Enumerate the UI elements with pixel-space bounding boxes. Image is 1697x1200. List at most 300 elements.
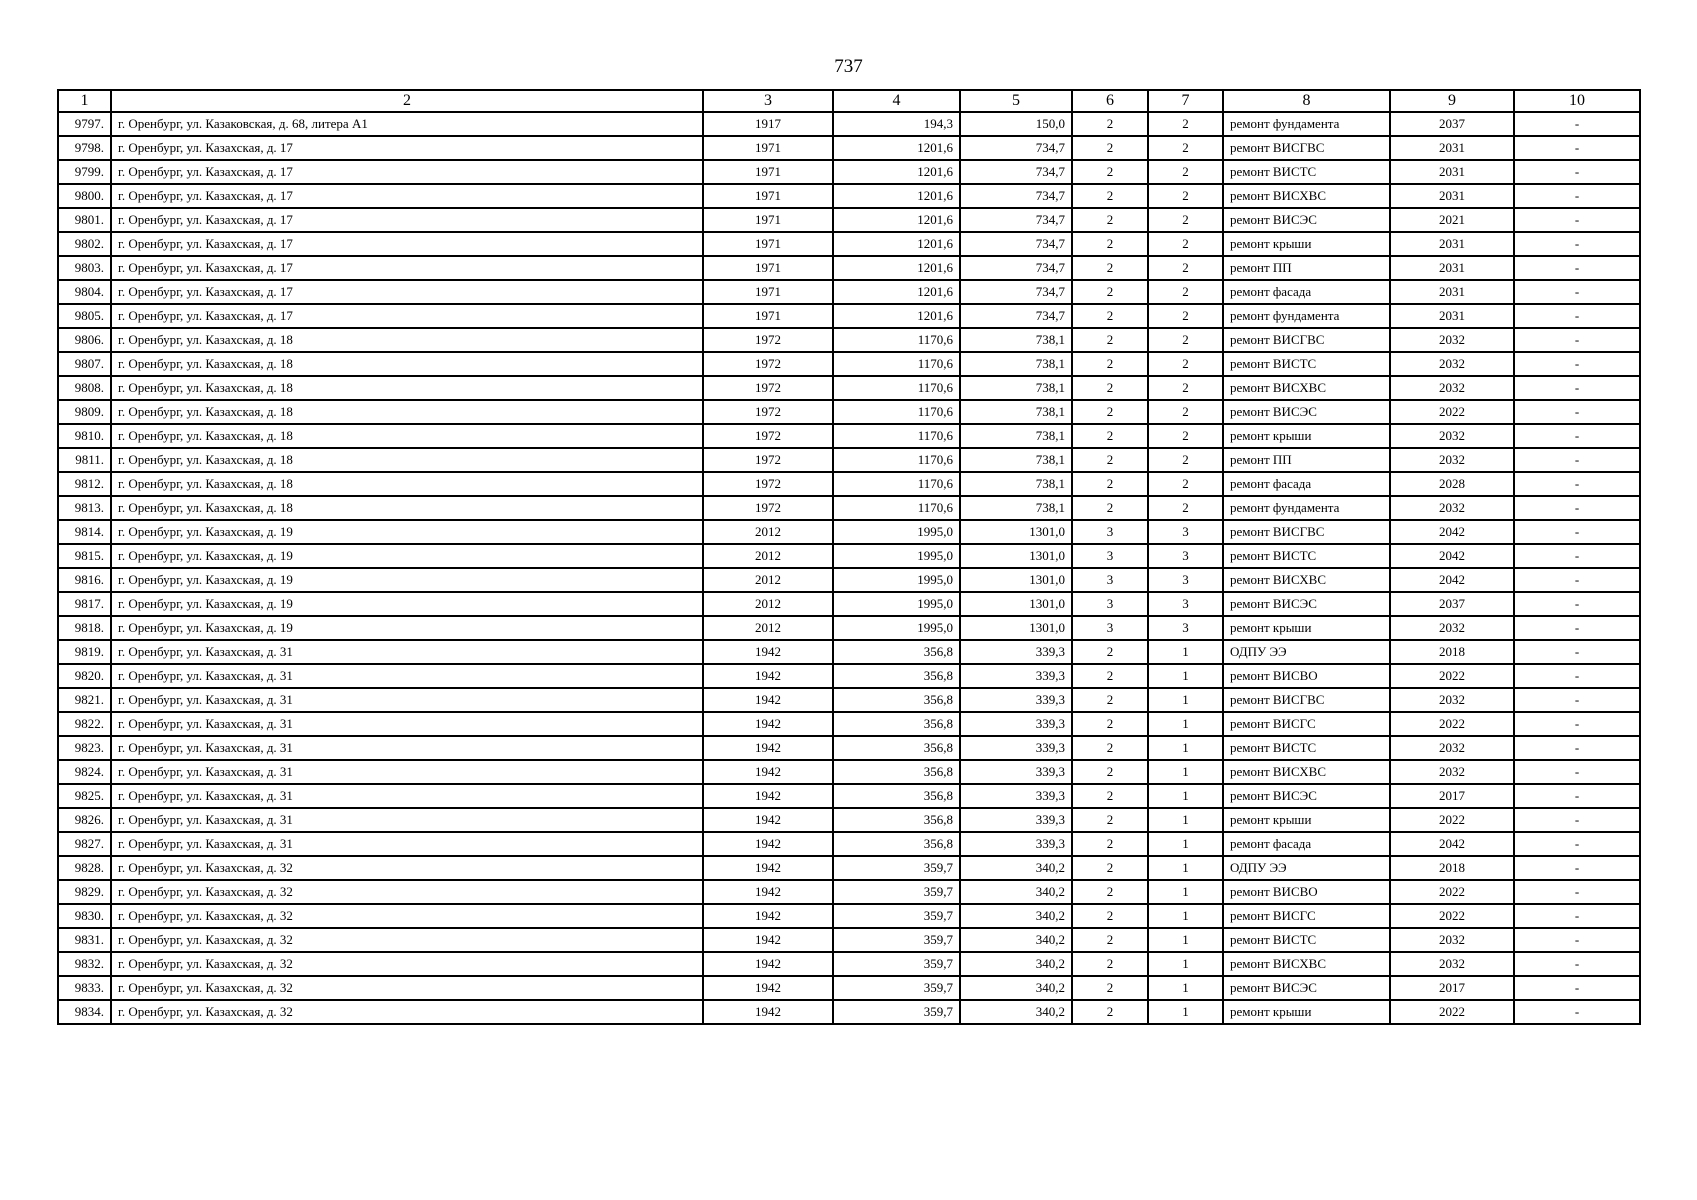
repair-type-cell: ремонт ВИСХВС bbox=[1223, 568, 1390, 592]
note-cell: - bbox=[1514, 376, 1640, 400]
row-number-cell: 9816. bbox=[58, 568, 111, 592]
living-area-cell: 340,2 bbox=[960, 856, 1072, 880]
row-number-cell: 9827. bbox=[58, 832, 111, 856]
year-built-cell: 1942 bbox=[703, 760, 833, 784]
repair-type-cell: ремонт ВИСЭС bbox=[1223, 976, 1390, 1000]
year-built-cell: 2012 bbox=[703, 568, 833, 592]
repair-type-cell: ремонт ВИСТС bbox=[1223, 544, 1390, 568]
planned-year-cell: 2032 bbox=[1390, 616, 1514, 640]
living-area-cell: 340,2 bbox=[960, 952, 1072, 976]
table-row bbox=[58, 544, 1640, 568]
row-number-cell: 9809. bbox=[58, 400, 111, 424]
floors-cell: 2 bbox=[1072, 856, 1148, 880]
year-built-cell: 1972 bbox=[703, 352, 833, 376]
total-area-cell: 1170,6 bbox=[833, 472, 960, 496]
note-cell: - bbox=[1514, 856, 1640, 880]
address-cell: г. Оренбург, ул. Казахская, д. 19 bbox=[111, 568, 703, 592]
entrances-cell: 2 bbox=[1148, 184, 1223, 208]
entrances-cell: 1 bbox=[1148, 784, 1223, 808]
year-built-cell: 1942 bbox=[703, 904, 833, 928]
column-header-row bbox=[58, 90, 1640, 112]
floors-cell: 3 bbox=[1072, 520, 1148, 544]
planned-year-cell: 2018 bbox=[1390, 640, 1514, 664]
address-cell: г. Оренбург, ул. Казахская, д. 31 bbox=[111, 784, 703, 808]
planned-year-cell: 2031 bbox=[1390, 232, 1514, 256]
address-cell: г. Оренбург, ул. Казахская, д. 18 bbox=[111, 328, 703, 352]
planned-year-cell: 2037 bbox=[1390, 112, 1514, 136]
floors-cell: 2 bbox=[1072, 304, 1148, 328]
year-built-cell: 1971 bbox=[703, 304, 833, 328]
address-cell: г. Оренбург, ул. Казахская, д. 31 bbox=[111, 712, 703, 736]
floors-cell: 2 bbox=[1072, 232, 1148, 256]
row-number-cell: 9830. bbox=[58, 904, 111, 928]
floors-cell: 2 bbox=[1072, 640, 1148, 664]
entrances-cell: 1 bbox=[1148, 976, 1223, 1000]
address-cell: г. Оренбург, ул. Казахская, д. 32 bbox=[111, 928, 703, 952]
address-cell: г. Оренбург, ул. Казахская, д. 19 bbox=[111, 616, 703, 640]
floors-cell: 2 bbox=[1072, 376, 1148, 400]
living-area-cell: 339,3 bbox=[960, 640, 1072, 664]
planned-year-cell: 2022 bbox=[1390, 880, 1514, 904]
total-area-cell: 1995,0 bbox=[833, 592, 960, 616]
table-row bbox=[58, 112, 1640, 136]
year-built-cell: 1972 bbox=[703, 376, 833, 400]
planned-year-cell: 2021 bbox=[1390, 208, 1514, 232]
entrances-cell: 2 bbox=[1148, 232, 1223, 256]
living-area-cell: 738,1 bbox=[960, 472, 1072, 496]
floors-cell: 2 bbox=[1072, 328, 1148, 352]
living-area-cell: 738,1 bbox=[960, 376, 1072, 400]
floors-cell: 2 bbox=[1072, 904, 1148, 928]
address-cell: г. Оренбург, ул. Казахская, д. 32 bbox=[111, 880, 703, 904]
table-row bbox=[58, 568, 1640, 592]
column-header: 9 bbox=[1390, 90, 1514, 112]
table-row bbox=[58, 856, 1640, 880]
living-area-cell: 150,0 bbox=[960, 112, 1072, 136]
housing-repair-table bbox=[57, 89, 1641, 1025]
note-cell: - bbox=[1514, 784, 1640, 808]
repair-type-cell: ремонт крыши bbox=[1223, 808, 1390, 832]
year-built-cell: 1942 bbox=[703, 928, 833, 952]
planned-year-cell: 2022 bbox=[1390, 1000, 1514, 1024]
entrances-cell: 1 bbox=[1148, 808, 1223, 832]
note-cell: - bbox=[1514, 136, 1640, 160]
living-area-cell: 734,7 bbox=[960, 184, 1072, 208]
row-number-cell: 9834. bbox=[58, 1000, 111, 1024]
row-number-cell: 9798. bbox=[58, 136, 111, 160]
entrances-cell: 3 bbox=[1148, 592, 1223, 616]
address-cell: г. Оренбург, ул. Казахская, д. 31 bbox=[111, 808, 703, 832]
address-cell: г. Оренбург, ул. Казахская, д. 17 bbox=[111, 208, 703, 232]
year-built-cell: 1942 bbox=[703, 1000, 833, 1024]
total-area-cell: 1995,0 bbox=[833, 520, 960, 544]
total-area-cell: 356,8 bbox=[833, 712, 960, 736]
living-area-cell: 738,1 bbox=[960, 448, 1072, 472]
table-row bbox=[58, 880, 1640, 904]
address-cell: г. Оренбург, ул. Казахская, д. 17 bbox=[111, 160, 703, 184]
total-area-cell: 356,8 bbox=[833, 784, 960, 808]
entrances-cell: 1 bbox=[1148, 952, 1223, 976]
year-built-cell: 1942 bbox=[703, 784, 833, 808]
total-area-cell: 359,7 bbox=[833, 952, 960, 976]
repair-type-cell: ремонт ВИСВО bbox=[1223, 880, 1390, 904]
planned-year-cell: 2032 bbox=[1390, 928, 1514, 952]
living-area-cell: 339,3 bbox=[960, 784, 1072, 808]
table-row bbox=[58, 760, 1640, 784]
row-number-cell: 9831. bbox=[58, 928, 111, 952]
table-row bbox=[58, 1000, 1640, 1024]
address-cell: г. Оренбург, ул. Казахская, д. 31 bbox=[111, 760, 703, 784]
floors-cell: 2 bbox=[1072, 208, 1148, 232]
planned-year-cell: 2032 bbox=[1390, 760, 1514, 784]
note-cell: - bbox=[1514, 328, 1640, 352]
note-cell: - bbox=[1514, 736, 1640, 760]
living-area-cell: 738,1 bbox=[960, 400, 1072, 424]
table-row bbox=[58, 352, 1640, 376]
row-number-cell: 9812. bbox=[58, 472, 111, 496]
repair-type-cell: ремонт ВИСГВС bbox=[1223, 136, 1390, 160]
repair-type-cell: ремонт крыши bbox=[1223, 424, 1390, 448]
floors-cell: 2 bbox=[1072, 280, 1148, 304]
planned-year-cell: 2022 bbox=[1390, 712, 1514, 736]
planned-year-cell: 2042 bbox=[1390, 544, 1514, 568]
column-header: 10 bbox=[1514, 90, 1640, 112]
row-number-cell: 9822. bbox=[58, 712, 111, 736]
floors-cell: 2 bbox=[1072, 136, 1148, 160]
living-area-cell: 340,2 bbox=[960, 1000, 1072, 1024]
floors-cell: 2 bbox=[1072, 736, 1148, 760]
row-number-cell: 9804. bbox=[58, 280, 111, 304]
total-area-cell: 1170,6 bbox=[833, 424, 960, 448]
address-cell: г. Оренбург, ул. Казахская, д. 19 bbox=[111, 592, 703, 616]
total-area-cell: 356,8 bbox=[833, 808, 960, 832]
repair-type-cell: ремонт фундамента bbox=[1223, 304, 1390, 328]
planned-year-cell: 2032 bbox=[1390, 328, 1514, 352]
entrances-cell: 2 bbox=[1148, 376, 1223, 400]
table-row bbox=[58, 688, 1640, 712]
row-number-cell: 9820. bbox=[58, 664, 111, 688]
entrances-cell: 2 bbox=[1148, 136, 1223, 160]
floors-cell: 2 bbox=[1072, 472, 1148, 496]
living-area-cell: 339,3 bbox=[960, 808, 1072, 832]
row-number-cell: 9818. bbox=[58, 616, 111, 640]
planned-year-cell: 2031 bbox=[1390, 136, 1514, 160]
total-area-cell: 356,8 bbox=[833, 664, 960, 688]
planned-year-cell: 2032 bbox=[1390, 448, 1514, 472]
row-number-cell: 9799. bbox=[58, 160, 111, 184]
entrances-cell: 2 bbox=[1148, 328, 1223, 352]
entrances-cell: 1 bbox=[1148, 760, 1223, 784]
planned-year-cell: 2032 bbox=[1390, 424, 1514, 448]
planned-year-cell: 2042 bbox=[1390, 568, 1514, 592]
table-row bbox=[58, 232, 1640, 256]
total-area-cell: 1201,6 bbox=[833, 232, 960, 256]
year-built-cell: 1942 bbox=[703, 880, 833, 904]
planned-year-cell: 2032 bbox=[1390, 736, 1514, 760]
repair-type-cell: ремонт ВИСГС bbox=[1223, 904, 1390, 928]
total-area-cell: 359,7 bbox=[833, 928, 960, 952]
repair-type-cell: ОДПУ ЭЭ bbox=[1223, 640, 1390, 664]
table-row bbox=[58, 400, 1640, 424]
address-cell: г. Оренбург, ул. Казахская, д. 17 bbox=[111, 232, 703, 256]
entrances-cell: 3 bbox=[1148, 568, 1223, 592]
floors-cell: 2 bbox=[1072, 760, 1148, 784]
row-number-cell: 9825. bbox=[58, 784, 111, 808]
row-number-cell: 9823. bbox=[58, 736, 111, 760]
floors-cell: 2 bbox=[1072, 712, 1148, 736]
floors-cell: 2 bbox=[1072, 784, 1148, 808]
table-row bbox=[58, 184, 1640, 208]
note-cell: - bbox=[1514, 208, 1640, 232]
living-area-cell: 734,7 bbox=[960, 280, 1072, 304]
living-area-cell: 738,1 bbox=[960, 328, 1072, 352]
table-row bbox=[58, 328, 1640, 352]
entrances-cell: 3 bbox=[1148, 544, 1223, 568]
year-built-cell: 1972 bbox=[703, 424, 833, 448]
address-cell: г. Оренбург, ул. Казахская, д. 31 bbox=[111, 640, 703, 664]
total-area-cell: 1170,6 bbox=[833, 328, 960, 352]
address-cell: г. Оренбург, ул. Казахская, д. 31 bbox=[111, 736, 703, 760]
row-number-cell: 9797. bbox=[58, 112, 111, 136]
note-cell: - bbox=[1514, 520, 1640, 544]
floors-cell: 2 bbox=[1072, 496, 1148, 520]
repair-type-cell: ремонт ВИСГВС bbox=[1223, 688, 1390, 712]
year-built-cell: 1971 bbox=[703, 160, 833, 184]
address-cell: г. Оренбург, ул. Казаковская, д. 68, литера А1 bbox=[111, 112, 703, 136]
table-row bbox=[58, 832, 1640, 856]
table-row bbox=[58, 736, 1640, 760]
column-header: 3 bbox=[703, 90, 833, 112]
note-cell: - bbox=[1514, 952, 1640, 976]
table-row bbox=[58, 256, 1640, 280]
note-cell: - bbox=[1514, 400, 1640, 424]
column-header: 7 bbox=[1148, 90, 1223, 112]
planned-year-cell: 2042 bbox=[1390, 832, 1514, 856]
total-area-cell: 359,7 bbox=[833, 880, 960, 904]
floors-cell: 3 bbox=[1072, 568, 1148, 592]
row-number-cell: 9807. bbox=[58, 352, 111, 376]
column-header: 6 bbox=[1072, 90, 1148, 112]
year-built-cell: 1942 bbox=[703, 976, 833, 1000]
total-area-cell: 356,8 bbox=[833, 736, 960, 760]
table-row bbox=[58, 160, 1640, 184]
note-cell: - bbox=[1514, 832, 1640, 856]
year-built-cell: 2012 bbox=[703, 592, 833, 616]
living-area-cell: 340,2 bbox=[960, 904, 1072, 928]
note-cell: - bbox=[1514, 232, 1640, 256]
address-cell: г. Оренбург, ул. Казахская, д. 18 bbox=[111, 376, 703, 400]
year-built-cell: 1942 bbox=[703, 712, 833, 736]
address-cell: г. Оренбург, ул. Казахская, д. 32 bbox=[111, 904, 703, 928]
table-row bbox=[58, 472, 1640, 496]
repair-type-cell: ремонт ВИСЭС bbox=[1223, 592, 1390, 616]
note-cell: - bbox=[1514, 568, 1640, 592]
table-body bbox=[58, 112, 1640, 1024]
floors-cell: 2 bbox=[1072, 352, 1148, 376]
address-cell: г. Оренбург, ул. Казахская, д. 17 bbox=[111, 256, 703, 280]
row-number-cell: 9821. bbox=[58, 688, 111, 712]
note-cell: - bbox=[1514, 976, 1640, 1000]
floors-cell: 2 bbox=[1072, 928, 1148, 952]
living-area-cell: 734,7 bbox=[960, 232, 1072, 256]
row-number-cell: 9802. bbox=[58, 232, 111, 256]
total-area-cell: 356,8 bbox=[833, 832, 960, 856]
repair-type-cell: ремонт ВИСХВС bbox=[1223, 952, 1390, 976]
address-cell: г. Оренбург, ул. Казахская, д. 18 bbox=[111, 448, 703, 472]
column-header: 5 bbox=[960, 90, 1072, 112]
table-row bbox=[58, 304, 1640, 328]
address-cell: г. Оренбург, ул. Казахская, д. 31 bbox=[111, 832, 703, 856]
total-area-cell: 1201,6 bbox=[833, 304, 960, 328]
year-built-cell: 2012 bbox=[703, 544, 833, 568]
repair-type-cell: ремонт ВИСВО bbox=[1223, 664, 1390, 688]
table-row bbox=[58, 520, 1640, 544]
address-cell: г. Оренбург, ул. Казахская, д. 32 bbox=[111, 856, 703, 880]
living-area-cell: 1301,0 bbox=[960, 544, 1072, 568]
total-area-cell: 194,3 bbox=[833, 112, 960, 136]
year-built-cell: 1971 bbox=[703, 208, 833, 232]
total-area-cell: 1170,6 bbox=[833, 352, 960, 376]
address-cell: г. Оренбург, ул. Казахская, д. 18 bbox=[111, 472, 703, 496]
table-row bbox=[58, 640, 1640, 664]
total-area-cell: 359,7 bbox=[833, 856, 960, 880]
living-area-cell: 1301,0 bbox=[960, 616, 1072, 640]
year-built-cell: 1971 bbox=[703, 256, 833, 280]
repair-type-cell: ремонт крыши bbox=[1223, 1000, 1390, 1024]
living-area-cell: 1301,0 bbox=[960, 568, 1072, 592]
planned-year-cell: 2037 bbox=[1390, 592, 1514, 616]
year-built-cell: 1972 bbox=[703, 448, 833, 472]
repair-type-cell: ремонт ВИСТС bbox=[1223, 928, 1390, 952]
address-cell: г. Оренбург, ул. Казахская, д. 18 bbox=[111, 496, 703, 520]
living-area-cell: 734,7 bbox=[960, 256, 1072, 280]
row-number-cell: 9811. bbox=[58, 448, 111, 472]
address-cell: г. Оренбург, ул. Казахская, д. 32 bbox=[111, 952, 703, 976]
planned-year-cell: 2032 bbox=[1390, 376, 1514, 400]
repair-type-cell: ремонт ПП bbox=[1223, 256, 1390, 280]
repair-type-cell: ремонт ПП bbox=[1223, 448, 1390, 472]
row-number-cell: 9817. bbox=[58, 592, 111, 616]
total-area-cell: 1995,0 bbox=[833, 616, 960, 640]
repair-type-cell: ремонт ВИСХВС bbox=[1223, 376, 1390, 400]
note-cell: - bbox=[1514, 472, 1640, 496]
total-area-cell: 356,8 bbox=[833, 760, 960, 784]
table-row bbox=[58, 784, 1640, 808]
note-cell: - bbox=[1514, 880, 1640, 904]
floors-cell: 2 bbox=[1072, 112, 1148, 136]
row-number-cell: 9806. bbox=[58, 328, 111, 352]
repair-type-cell: ремонт ВИСЭС bbox=[1223, 784, 1390, 808]
repair-type-cell: ремонт фасада bbox=[1223, 832, 1390, 856]
year-built-cell: 1971 bbox=[703, 184, 833, 208]
entrances-cell: 2 bbox=[1148, 256, 1223, 280]
table-row bbox=[58, 496, 1640, 520]
note-cell: - bbox=[1514, 616, 1640, 640]
living-area-cell: 339,3 bbox=[960, 760, 1072, 784]
table-row bbox=[58, 976, 1640, 1000]
planned-year-cell: 2028 bbox=[1390, 472, 1514, 496]
total-area-cell: 1170,6 bbox=[833, 496, 960, 520]
year-built-cell: 1942 bbox=[703, 736, 833, 760]
floors-cell: 2 bbox=[1072, 880, 1148, 904]
entrances-cell: 1 bbox=[1148, 832, 1223, 856]
entrances-cell: 1 bbox=[1148, 640, 1223, 664]
note-cell: - bbox=[1514, 664, 1640, 688]
table-row bbox=[58, 904, 1640, 928]
living-area-cell: 1301,0 bbox=[960, 592, 1072, 616]
year-built-cell: 1972 bbox=[703, 328, 833, 352]
row-number-cell: 9815. bbox=[58, 544, 111, 568]
note-cell: - bbox=[1514, 112, 1640, 136]
note-cell: - bbox=[1514, 304, 1640, 328]
total-area-cell: 1995,0 bbox=[833, 568, 960, 592]
floors-cell: 3 bbox=[1072, 592, 1148, 616]
living-area-cell: 339,3 bbox=[960, 712, 1072, 736]
total-area-cell: 1170,6 bbox=[833, 400, 960, 424]
entrances-cell: 1 bbox=[1148, 904, 1223, 928]
column-header: 2 bbox=[111, 90, 703, 112]
year-built-cell: 1917 bbox=[703, 112, 833, 136]
table-row bbox=[58, 928, 1640, 952]
total-area-cell: 1201,6 bbox=[833, 136, 960, 160]
living-area-cell: 734,7 bbox=[960, 160, 1072, 184]
note-cell: - bbox=[1514, 1000, 1640, 1024]
year-built-cell: 1942 bbox=[703, 832, 833, 856]
entrances-cell: 3 bbox=[1148, 520, 1223, 544]
entrances-cell: 1 bbox=[1148, 928, 1223, 952]
row-number-cell: 9808. bbox=[58, 376, 111, 400]
note-cell: - bbox=[1514, 184, 1640, 208]
year-built-cell: 1942 bbox=[703, 664, 833, 688]
planned-year-cell: 2031 bbox=[1390, 280, 1514, 304]
table-row bbox=[58, 136, 1640, 160]
row-number-cell: 9813. bbox=[58, 496, 111, 520]
entrances-cell: 2 bbox=[1148, 496, 1223, 520]
total-area-cell: 356,8 bbox=[833, 640, 960, 664]
entrances-cell: 2 bbox=[1148, 280, 1223, 304]
address-cell: г. Оренбург, ул. Казахская, д. 31 bbox=[111, 664, 703, 688]
living-area-cell: 339,3 bbox=[960, 664, 1072, 688]
table-row bbox=[58, 592, 1640, 616]
entrances-cell: 1 bbox=[1148, 856, 1223, 880]
planned-year-cell: 2022 bbox=[1390, 400, 1514, 424]
note-cell: - bbox=[1514, 688, 1640, 712]
repair-type-cell: ремонт фасада bbox=[1223, 472, 1390, 496]
row-number-cell: 9801. bbox=[58, 208, 111, 232]
repair-type-cell: ремонт крыши bbox=[1223, 616, 1390, 640]
living-area-cell: 738,1 bbox=[960, 352, 1072, 376]
entrances-cell: 2 bbox=[1148, 400, 1223, 424]
planned-year-cell: 2022 bbox=[1390, 664, 1514, 688]
entrances-cell: 2 bbox=[1148, 424, 1223, 448]
living-area-cell: 339,3 bbox=[960, 832, 1072, 856]
note-cell: - bbox=[1514, 280, 1640, 304]
row-number-cell: 9810. bbox=[58, 424, 111, 448]
total-area-cell: 359,7 bbox=[833, 904, 960, 928]
planned-year-cell: 2022 bbox=[1390, 904, 1514, 928]
floors-cell: 2 bbox=[1072, 184, 1148, 208]
floors-cell: 2 bbox=[1072, 664, 1148, 688]
table-row bbox=[58, 808, 1640, 832]
planned-year-cell: 2022 bbox=[1390, 808, 1514, 832]
table-row bbox=[58, 376, 1640, 400]
living-area-cell: 738,1 bbox=[960, 424, 1072, 448]
floors-cell: 2 bbox=[1072, 400, 1148, 424]
floors-cell: 3 bbox=[1072, 544, 1148, 568]
entrances-cell: 2 bbox=[1148, 160, 1223, 184]
entrances-cell: 2 bbox=[1148, 448, 1223, 472]
note-cell: - bbox=[1514, 496, 1640, 520]
